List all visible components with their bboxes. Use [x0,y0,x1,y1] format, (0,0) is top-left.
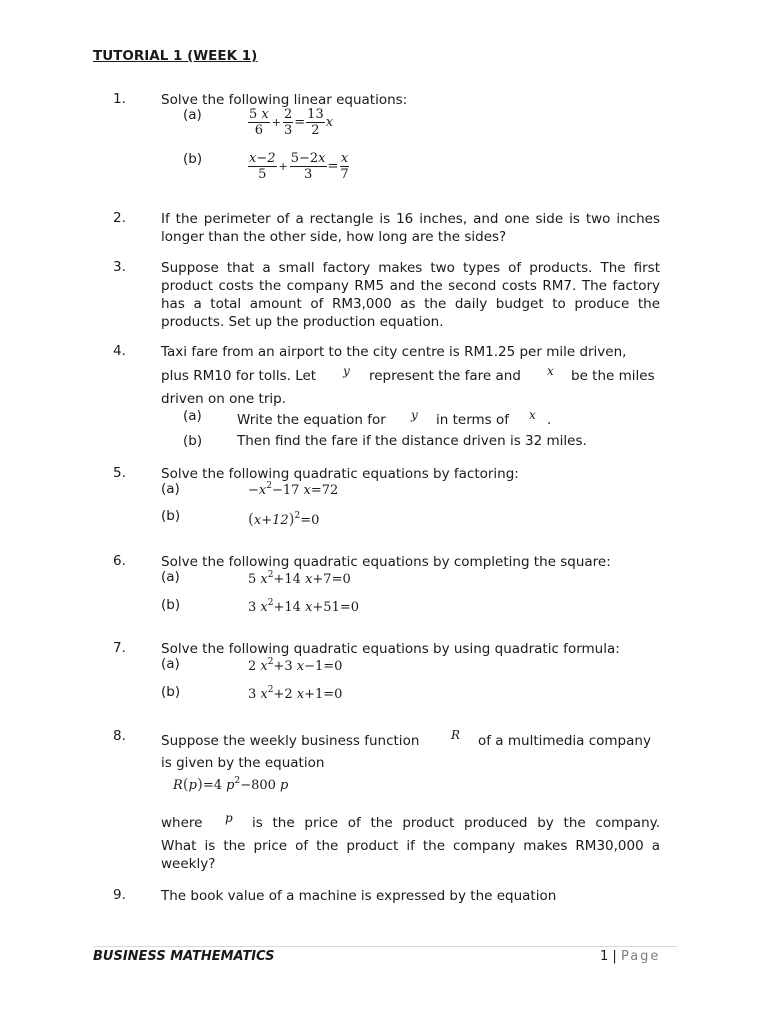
question-6-number: 6. [113,553,126,569]
question-6b-label: (b) [161,597,181,613]
question-8-where: where [161,815,203,831]
question-4a-end: . [547,412,552,428]
question-1-text: Solve the following linear equations: [161,92,408,108]
equation-7a: 2 $x^2+3$ x−1=0 [248,657,343,674]
footer-course-title: BUSINESS MATHEMATICS [93,949,275,964]
page-separator: | [612,949,617,964]
question-6a-label: (a) [161,569,180,585]
equation-6b: 3 $x^2+14$ x+51=0 [248,598,360,615]
page-label: Page [620,949,661,964]
footer-page-indicator [600,949,660,964]
question-4-line-3: driven on one trip. [161,391,286,407]
question-4-number: 4. [113,343,126,359]
question-4-line-2c: be the miles [571,368,655,384]
question-2-text: If the perimeter of a rectangle is 16 inches, and one side is two inches longer than the other side, how long are the sides? [161,211,660,245]
question-1b-label: (b) [183,151,203,167]
question-4a-label: (a) [183,408,202,424]
equation-5b: $(x+12)^2=0$ [248,510,320,528]
equation-8: R(p)=4 $p^2-800$ p [173,775,289,793]
variable-y: y [411,408,418,422]
question-8-line-4: What is the price of the product if the company makes RM30,000 a weekly? [161,838,660,872]
variable-R: R [451,728,461,742]
question-5-number: 5. [113,465,126,481]
question-1-number: 1. [113,91,126,107]
question-8-line-2: is given by the equation [161,755,325,771]
question-4a-text-2: in terms of [436,412,509,428]
question-4b-label: (b) [183,433,203,449]
variable-x: x [529,408,536,422]
question-9-text: The book value of a machine is expressed by the equation [161,888,557,904]
question-4b-text: Then find the fare if the distance driven is 32 miles. [237,433,587,449]
question-8-line-1a: Suppose the weekly business function [161,733,420,749]
question-8-number: 8. [113,728,126,744]
question-5-text: Solve the following quadratic equations by factoring: [161,466,519,482]
question-1a-label: (a) [183,107,202,123]
question-2-number: 2. [113,210,126,226]
question-3-text: Suppose that a small factory makes two types of products. The first product costs the company RM5 and the second costs RM7. The factory has a total amount of RM3,000 as the daily budget to produce the products. Set up the production equation. [161,260,660,330]
question-4-line-2a: plus RM10 for tolls. Let [161,368,317,384]
footer-divider [93,946,677,947]
variable-x: x [547,364,554,378]
question-5a-label: (a) [161,481,180,497]
question-4a-text-1: Write the equation for [237,412,386,428]
equation-6a: 5 $x^2+14$ x+7=0 [248,570,351,587]
question-7a-label: (a) [161,656,180,672]
equation-7b: 3 $x^2+2$ x+1=0 [248,685,343,702]
question-7b-label: (b) [161,684,181,700]
question-7-text: Solve the following quadratic equations by using quadratic formula: [161,641,620,657]
question-6-text: Solve the following quadratic equations by completing the square: [161,554,611,570]
page-title: TUTORIAL 1 (WEEK 1) [93,48,258,64]
question-4-line-2b: represent the fare and [369,368,521,384]
equation-5a: $-x^2-17$ x=72 [248,481,339,498]
variable-y: y [343,364,350,378]
question-8-line-1b: of a multimedia company [478,733,651,749]
equation-1b: $\frac{x-2}{5}$ + $\frac{5-2x}{3}$ = $\frac{x}{7}$ [249,151,349,182]
question-4-line-1: Taxi fare from an airport to the city centre is RM1.25 per mile driven, [161,344,627,360]
question-8-where-text: is the price of the product produced by the company. [252,815,660,831]
page-number: 1 [600,949,609,964]
equation-1a: $\frac{5 x}{6}$ + $\frac{2}{3}$ = $\frac{13}{2}$ x [249,107,334,138]
variable-p: p [225,811,233,825]
question-9-number: 9. [113,887,126,903]
question-5b-label: (b) [161,508,181,524]
question-7-number: 7. [113,640,126,656]
question-3-number: 3. [113,259,126,275]
